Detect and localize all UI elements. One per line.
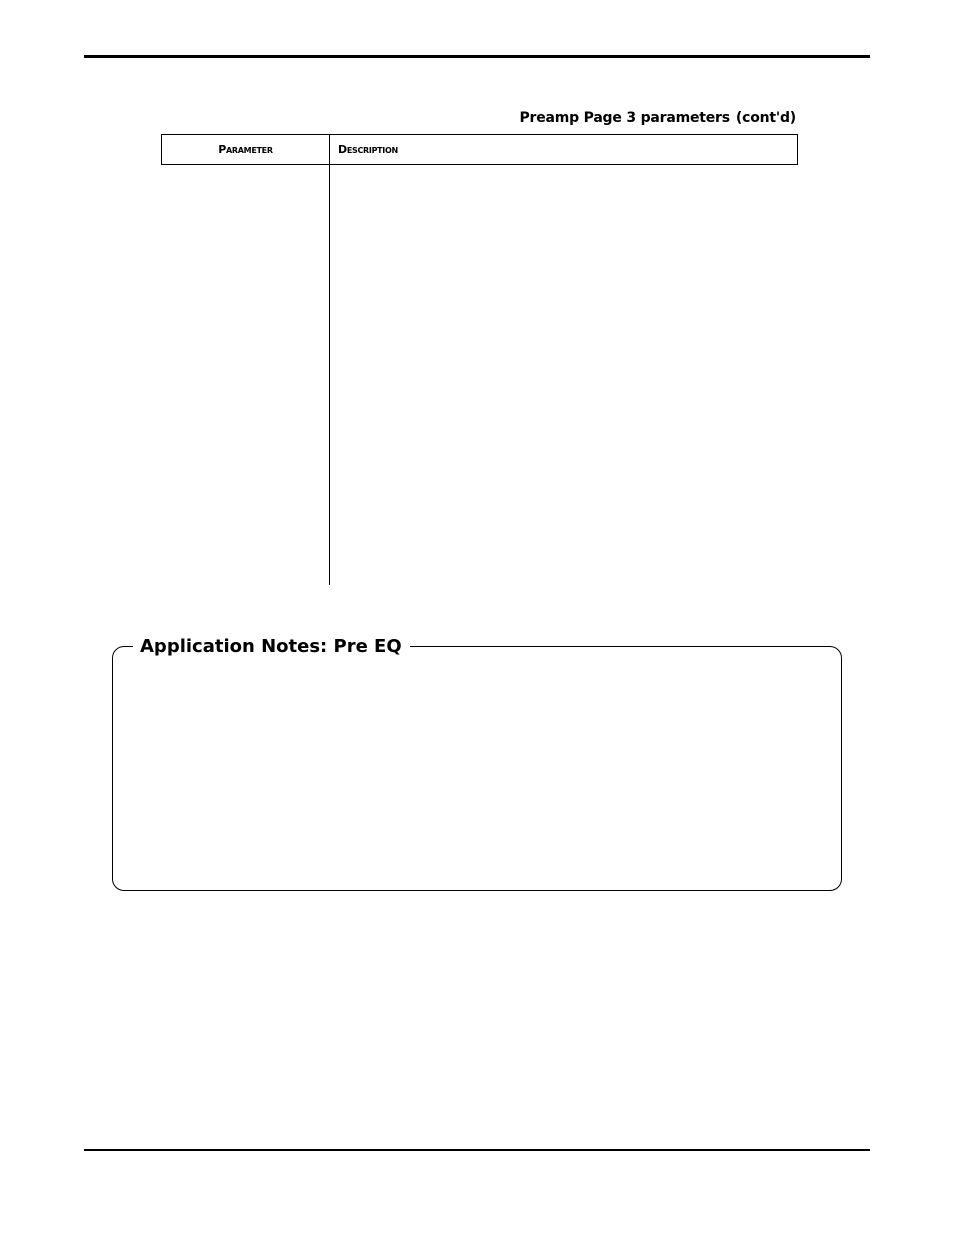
- table-caption-suffix: (cont'd): [735, 110, 796, 126]
- description-column-label: Description: [338, 143, 398, 156]
- application-notes-title: Application Notes: Pre EQ: [133, 634, 410, 660]
- footer-rule: [84, 1149, 870, 1151]
- application-notes-box: [112, 646, 842, 891]
- table-column-divider: [329, 164, 330, 585]
- table-caption: [519, 110, 796, 126]
- parameter-column-header: [162, 135, 330, 164]
- parameter-table-header: [161, 134, 798, 165]
- table-caption-main: Preamp Page 3 parameters: [519, 110, 730, 126]
- parameter-column-label: Parameter: [218, 143, 273, 156]
- header-rule: [84, 55, 870, 58]
- description-column-header: [330, 135, 398, 164]
